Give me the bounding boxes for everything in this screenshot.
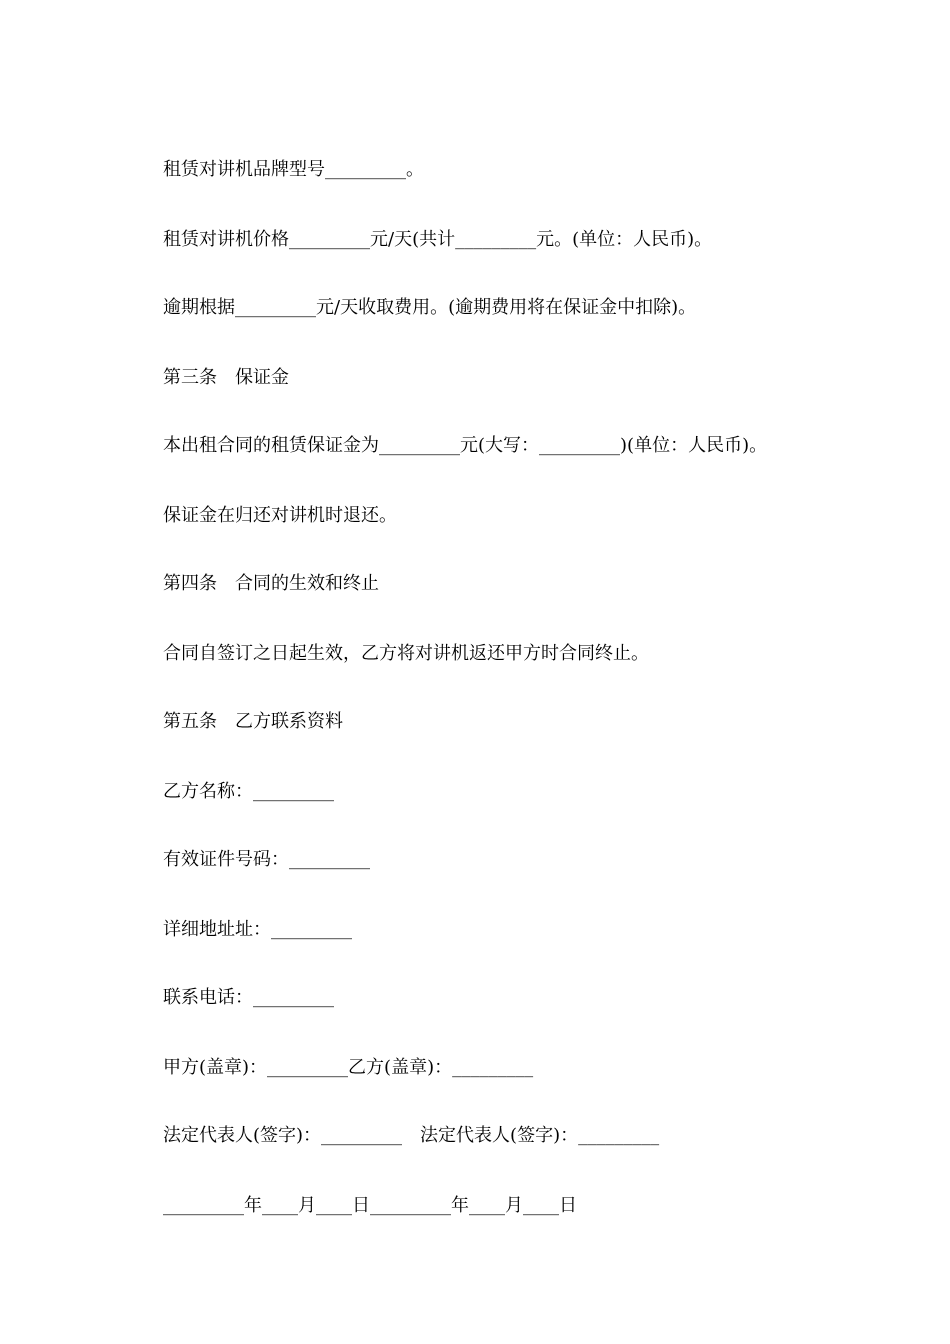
- phone-field: 联系电话：_________: [163, 987, 334, 1008]
- article-3-heading: 第三条 保证金: [163, 367, 289, 388]
- deposit-amount-line: 本出租合同的租赁保证金为_________元(大写：_________)(单位：人民币)。: [163, 435, 768, 456]
- article-5-heading: 第五条 乙方联系资料: [163, 711, 343, 732]
- party-b-name-field: 乙方名称：_________: [163, 781, 334, 802]
- seal-line: 甲方(盖章)：_________乙方(盖章)：_________: [163, 1057, 534, 1078]
- brand-model-line: 租赁对讲机品牌型号_________。: [163, 159, 424, 180]
- article-4-heading: 第四条 合同的生效和终止: [163, 573, 379, 594]
- rental-price-line: 租赁对讲机价格_________元/天(共计_________元。(单位：人民币)。: [163, 229, 713, 250]
- contract-validity-line: 合同自签订之日起生效，乙方将对讲机返还甲方时合同终止。: [163, 643, 649, 664]
- deposit-return-line: 保证金在归还对讲机时退还。: [163, 505, 397, 526]
- id-number-field: 有效证件号码：_________: [163, 849, 370, 870]
- date-line: _________年____月____日_________年____月____日: [163, 1195, 577, 1216]
- address-field: 详细地址址：_________: [163, 919, 352, 940]
- overdue-fee-line: 逾期根据_________元/天收取费用。(逾期费用将在保证金中扣除)。: [163, 297, 697, 318]
- legal-rep-signature-line: 法定代表人(签字)：_________ 法定代表人(签字)：_________: [163, 1125, 660, 1146]
